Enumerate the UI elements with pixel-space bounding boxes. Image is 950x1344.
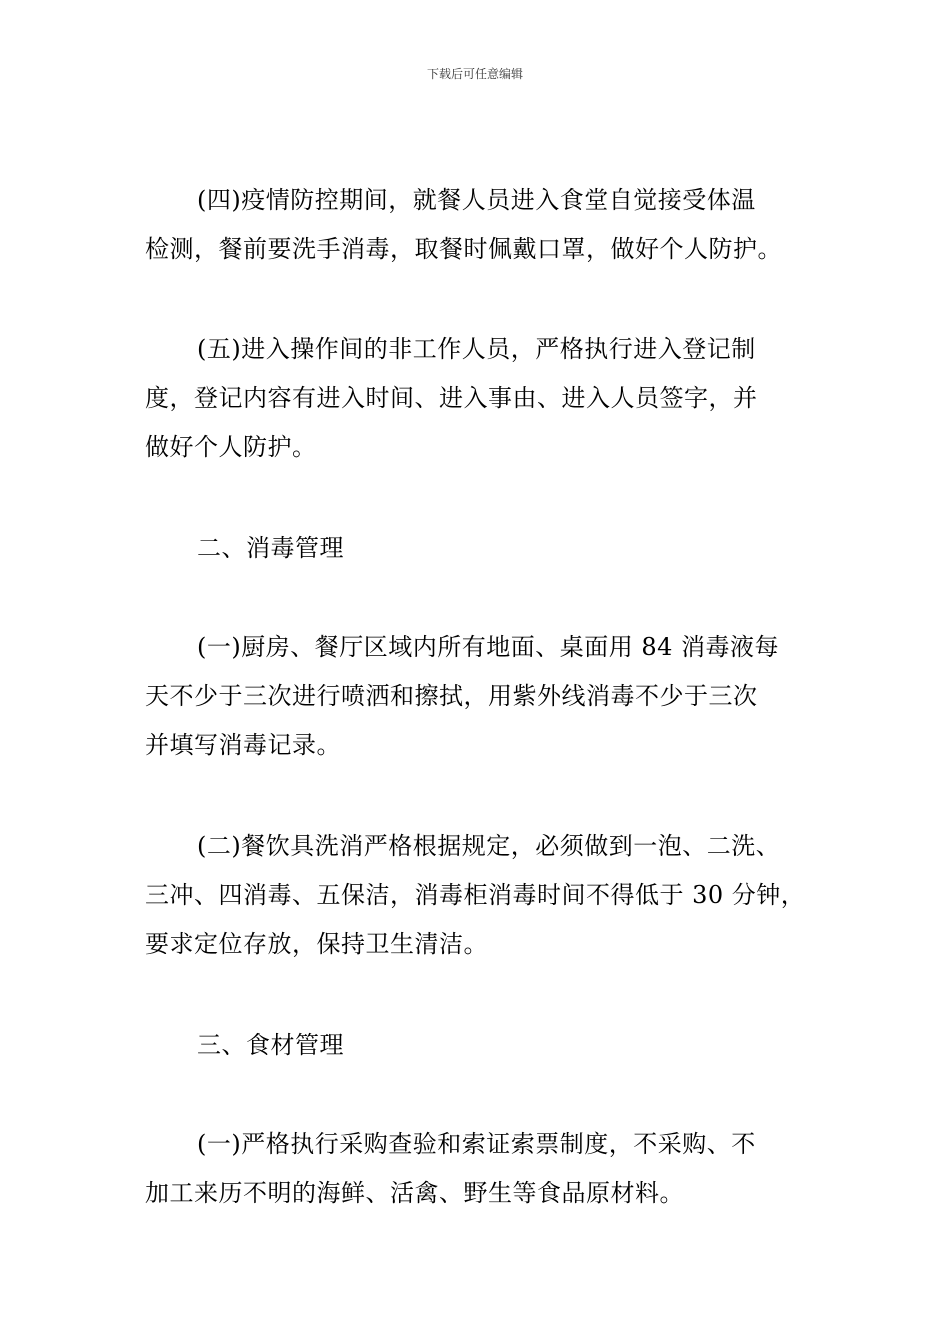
section-heading-ingredients <box>145 1021 815 1070</box>
paragraph-floor-disinfection <box>145 623 815 770</box>
section-heading: 二、消毒管理 <box>197 534 344 562</box>
paragraph-line: (二)餐饮具洗消严格根据规定，必须做到一泡、二洗、 <box>197 832 781 860</box>
paragraph-tableware-cleaning <box>145 822 815 969</box>
paragraph-line: (一)厨房、餐厅区域内所有地面、桌面用 84 消毒液每 <box>197 633 780 661</box>
section-heading-disinfection <box>145 524 815 573</box>
paragraph-visitor-registration <box>145 325 815 472</box>
page-header: 下载后可任意编辑 <box>426 67 523 81</box>
paragraph-line: 并填写消毒记录。 <box>145 731 341 759</box>
paragraph-line: (一)严格执行采购查验和索证索票制度，不采购、不 <box>197 1130 756 1158</box>
paragraph-line: 度，登记内容有进入时间、进入事由、进入人员签字，并 <box>145 384 758 412</box>
paragraph-line: 做好个人防护。 <box>145 433 317 461</box>
paragraph-line: 三冲、四消毒、五保洁，消毒柜消毒时间不得低于 30 分钟， <box>145 881 806 909</box>
paragraph-epidemic-dining <box>145 176 815 274</box>
paragraph-line: (五)进入操作间的非工作人员，严格执行进入登记制 <box>197 335 756 363</box>
paragraph-line: 天不少于三次进行喷洒和擦拭，用紫外线消毒不少于三次 <box>145 682 758 710</box>
paragraph-line: (四)疫情防控期间，就餐人员进入食堂自觉接受体温 <box>197 186 756 214</box>
paragraph-line: 要求定位存放，保持卫生清洁。 <box>145 930 488 958</box>
paragraph-line: 检测，餐前要洗手消毒，取餐时佩戴口罩，做好个人防护。 <box>145 235 782 263</box>
section-heading: 三、食材管理 <box>197 1031 344 1059</box>
paragraph-procurement-inspection <box>145 1120 815 1218</box>
paragraph-line: 加工来历不明的海鲜、活禽、野生等食品原材料。 <box>145 1179 684 1207</box>
